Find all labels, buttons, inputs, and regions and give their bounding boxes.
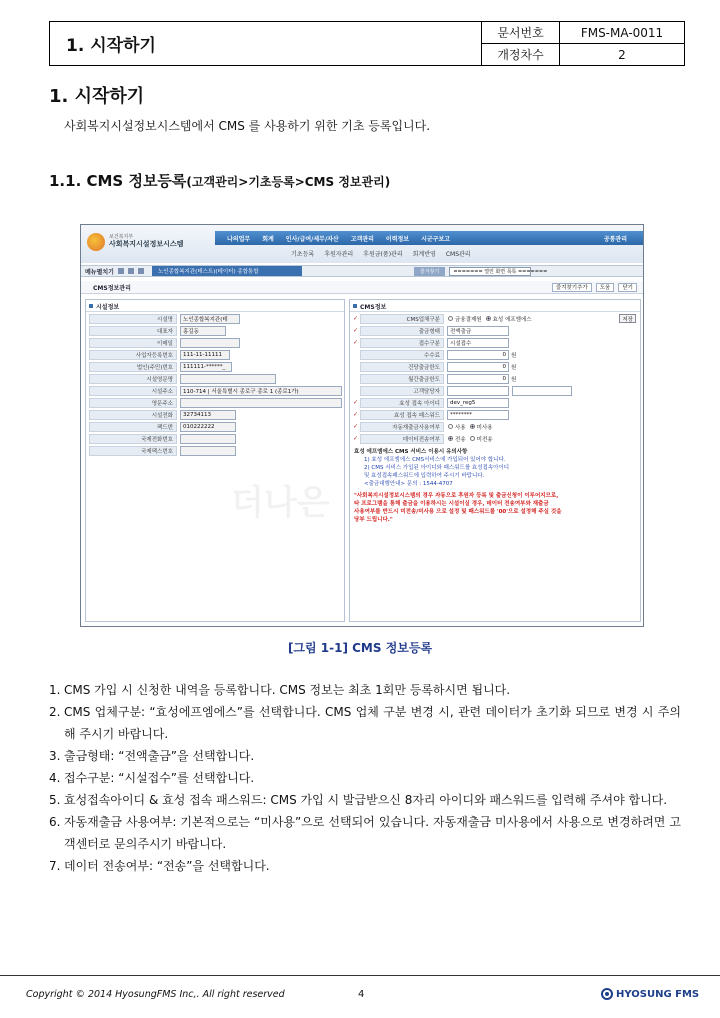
instruction-list xyxy=(49,679,681,877)
fee-field[interactable]: 0 xyxy=(447,350,509,360)
toolbar-icon[interactable] xyxy=(138,268,144,274)
copyright: Copyright © 2014 HyosungFMS Inc,. All right reserved xyxy=(26,989,285,1000)
document-header xyxy=(49,21,685,66)
cms-screenshot xyxy=(80,224,644,627)
subnav-item[interactable]: 후원금(품)관리 xyxy=(363,251,403,258)
radio-no-transmit[interactable]: 미전송 xyxy=(470,435,493,443)
add-favorite-button[interactable]: 즐겨찾기추가 xyxy=(552,283,592,292)
subnav-item[interactable]: CMS관리 xyxy=(445,251,471,258)
intro-text: 사회복지시설정보시스템에서 CMS 를 사용하기 위한 기초 등록입니다. xyxy=(64,119,431,133)
subnav-item[interactable]: 회계반영 xyxy=(412,251,436,258)
radio-transmit[interactable]: 전송 xyxy=(448,435,466,443)
app-topbar xyxy=(81,225,643,263)
global-nav xyxy=(215,231,643,245)
gnb-item[interactable]: 고객관리 xyxy=(350,235,374,243)
manager-field[interactable] xyxy=(447,386,509,396)
list-item: 3. 출금형태: “전액출금”을 선택합니다. xyxy=(49,749,255,763)
list-item: 7. 데이터 전송여부: “전송”을 선택합니다. xyxy=(49,859,270,873)
hyosung-id-field[interactable]: dev_reg5 xyxy=(447,398,509,408)
receipt-type-select[interactable]: 시설접수 xyxy=(447,338,509,348)
radio-auto-unused[interactable]: 미사용 xyxy=(470,423,493,431)
breadcrumb: 노인종합복지관(테스트)(테이터) 종합통합 xyxy=(152,266,302,276)
intl-fax-field[interactable] xyxy=(180,446,236,456)
close-button[interactable]: 닫기 xyxy=(618,283,637,292)
panel-title: CMS정보 xyxy=(350,300,640,312)
per-limit-field[interactable]: 0 xyxy=(447,362,509,372)
revision-number: 2 xyxy=(560,43,684,65)
fax-field[interactable]: 010222222 xyxy=(180,422,236,432)
footer-rule xyxy=(0,975,720,976)
corp-number-field[interactable]: 111111-******_ xyxy=(180,362,232,372)
phone-field[interactable]: 32734113 xyxy=(180,410,236,420)
watermark: 더나은 xyxy=(231,483,330,523)
list-item: 5. 효성접속아이디 & 효성 접속 패스워드: CMS 가입 시 발급받으신 8자리 아이디와 패스워드를 입력해 주셔야 합니다. xyxy=(49,793,668,807)
logo-icon xyxy=(87,233,105,251)
doc-number-label: 문서번호 xyxy=(497,26,544,40)
withdraw-type-select[interactable]: 전액출금 xyxy=(447,326,509,336)
subnav-item[interactable]: 후원자관리 xyxy=(324,251,354,258)
tool-bar xyxy=(81,265,643,277)
subnav-item[interactable]: 기초등록 xyxy=(291,251,315,258)
cms-info-panel: CMS정보 ✓ CMS업체구분 금융결제원 효성 에프엠에스 저장 ✓ 출금형태 전액출금 ✓ 접수구분 시설접수 수수료 0 원 건당출금한도 0 원 월간출금한도 0 원 고객담당자 ✓ 효성 접속 아이디 dev_reg5 ✓ 효성 접속 패스워드 ******** ✓ 자동재출금사용여부 사용 미사용 ✓ 데이터전송여부 전송 미전송 효성 에프엠에스 CMS 서비스 이용시 유의사항 1) 효성 에프엠에스 CMS서비스에 가입되어 있어야 합니다. 2) CMS 서비스 가입된 아이디와 패스워드를 효성접속아이디 및 효성접속패스워드에 입력하여 주시기 바랍니다. <출금대행안내> 문의 : 1544-4707 "사회복지시설정보시스템의 경우 자동으로 후원자 등록 및 출금신청이 이루어지므로, 타 프로그램을 통해 출금을 이용하시는 시설이실 경우, 데이터 전송여부와 재출금 사용여부를 반드시 미전송/미사용 으로 설정 및 패스워드를 '00'으로 설정해 주실 것을 당부 드립니다." xyxy=(349,299,641,622)
gnb-item[interactable]: 회계 xyxy=(262,235,274,243)
gnb-item[interactable]: 인사/급여/세무/자산 xyxy=(285,235,339,243)
facility-name-field[interactable]: 노인종합복지관(테 xyxy=(180,314,240,324)
toolbar-icon[interactable] xyxy=(118,268,124,274)
english-address-field[interactable] xyxy=(180,398,342,408)
section-title: 1. 시작하기 xyxy=(49,86,145,107)
gnb-item[interactable]: 나의업무 xyxy=(227,235,251,243)
save-button[interactable]: 저장 xyxy=(619,314,636,323)
intl-phone-field[interactable] xyxy=(180,434,236,444)
page-number: 4 xyxy=(358,989,365,1000)
sub-nav xyxy=(291,249,481,258)
panel-title: 시설정보 xyxy=(86,300,344,312)
brand-icon xyxy=(601,988,613,1000)
revision-label: 개정차수 xyxy=(482,43,559,65)
menu-expand-button[interactable]: 메뉴펼치기 xyxy=(85,268,114,276)
page-header xyxy=(81,281,643,294)
hyosung-password-field[interactable]: ******** xyxy=(447,410,509,420)
radio-auto-use[interactable]: 사용 xyxy=(448,423,466,431)
cms-notice: 효성 에프엠에스 CMS 서비스 이용시 유의사항 1) 효성 에프엠에스 CMS서비스에 가입되어 있어야 합니다. 2) CMS 서비스 가입된 아이디와 패스워드를 효성접속아이디 및 효성접속패스워드에 입력하여 주시기 바랍니다. <출금대행안내> 문의 : 1544-4707 "사회복지시설정보시스템의 경우 자동으로 후원자 등록 및 출금신청이 이루어지므로, 타 프로그램을 통해 출금을 이용하시는 시설이실 경우, 데이터 전송여부와 재출금 사용여부를 반드시 미전송/미사용 으로 설정 및 패스워드를 '00'으로 설정해 주실 것을 당부 드립니다." xyxy=(354,449,562,523)
business-number-field[interactable]: 111-11-11111 xyxy=(180,350,230,360)
list-item: 1. CMS 가입 시 신청한 내역을 등록합니다. CMS 정보는 최초 1회만 등록하시면 됩니다. xyxy=(49,683,511,697)
gnb-item[interactable]: 시군구보고 xyxy=(421,235,451,243)
app-logo: 보건복지부 사회복지시설정보시스템 xyxy=(87,233,183,251)
address-field[interactable]: 110-714 | 서울특별시 종로구 종로 1 (종로1가) xyxy=(180,386,342,396)
subsection-path: (고객관리>기초등록>CMS 정보관리) xyxy=(186,175,391,189)
figure-caption: [그림 1-1] CMS 정보등록 xyxy=(287,641,433,655)
help-button[interactable]: 도움 xyxy=(596,283,615,292)
email-field[interactable] xyxy=(180,338,240,348)
doc-number: FMS-MA-0011 xyxy=(580,25,664,40)
open-screens-select[interactable]: ======= 열린 화면 목록 ======= xyxy=(449,267,531,276)
header-title: 1. 시작하기 xyxy=(50,22,482,65)
brand-logo: HYOSUNG FMS xyxy=(601,988,699,1000)
toolbar-icon[interactable] xyxy=(128,268,134,274)
gnb-item-common[interactable]: 공통관리 xyxy=(603,235,627,243)
list-item: 2. CMS 업체구분: “효성에프엠에스”를 선택합니다. CMS 업체 구분 변경 시, 관련 데이터가 초기화 되므로 변경 시 주의해 주시기 바랍니다. xyxy=(49,705,681,741)
representative-field[interactable]: 홍길동 xyxy=(180,326,226,336)
subsection-title: 1.1. CMS 정보등록(고객관리>기초등록>CMS 정보관리) xyxy=(49,172,391,190)
english-name-field[interactable] xyxy=(180,374,276,384)
monthly-limit-field[interactable]: 0 xyxy=(447,374,509,384)
page-title: CMS정보관리 xyxy=(93,284,131,292)
radio-hyosung[interactable]: 효성 에프엠에스 xyxy=(486,315,532,323)
list-item: 6. 자동재출금 사용여부: 기본적으로는 “미사용”으로 선택되어 있습니다. 자동재출금 미사용에서 사용으로 변경하려면 고객센터로 문의주시기 바랍니다. xyxy=(49,815,681,851)
gnb-item[interactable]: 이력정보 xyxy=(385,235,410,243)
list-item: 4. 접수구분: “시설접수”를 선택합니다. xyxy=(49,771,255,785)
quick-button[interactable]: 즐겨찾기 xyxy=(414,267,445,276)
radio-kftc[interactable]: 금융결제원 xyxy=(448,315,482,323)
facility-info-panel: 시설정보 시설명 노인종합복지관(테 대표자 홍길동 이메일 사업자등록번호 111-11-11111 법인(주민)번호 111111-******_ 시설영문명 시설주소 110-714 | 서울특별시 종로구 종로 1 (종로1가) 영문주소 시설전화 32734113 팩드번 010222222 국제전화번호 국제팩스번호 xyxy=(85,299,345,622)
